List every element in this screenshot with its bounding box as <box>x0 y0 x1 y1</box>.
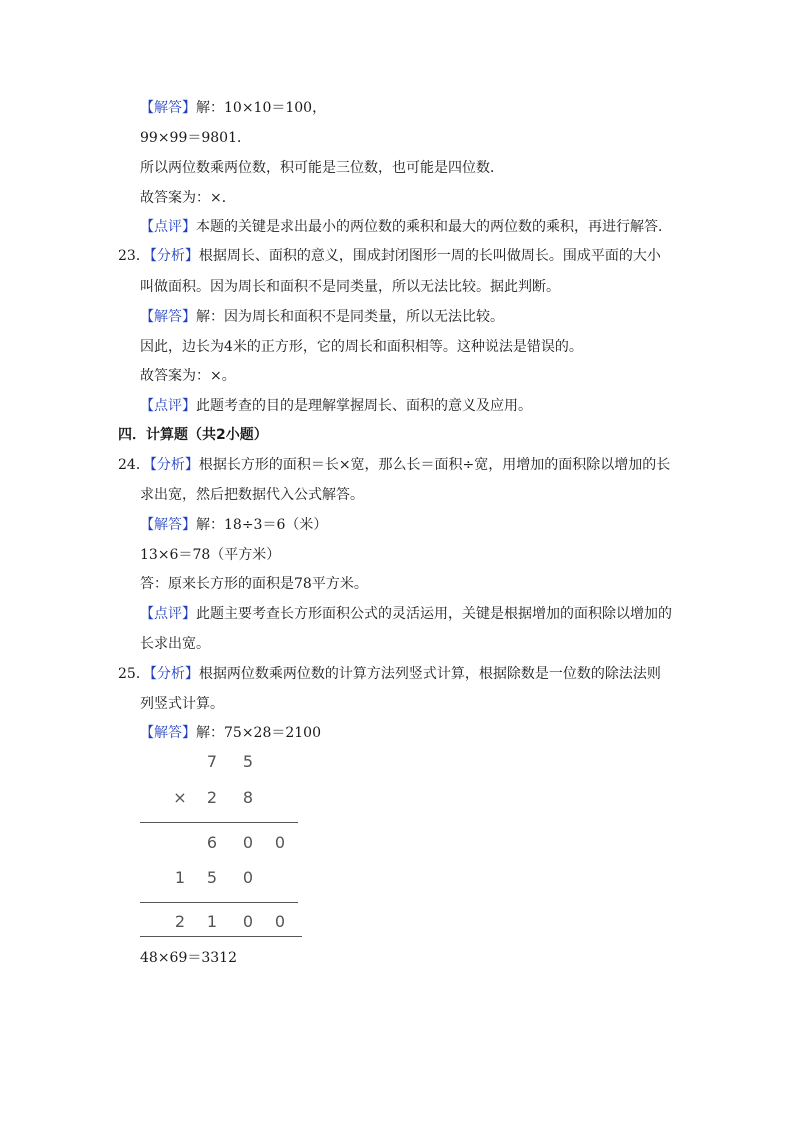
comment-text: 本题的关键是求出最小的两位数的乘积和最大的两位数的乘积，再进行解答． <box>196 219 672 235</box>
analysis-tag: 【分析】 <box>149 248 199 264</box>
analysis-text: 根据两位数乘两位数的计算方法列竖式计算，根据除数是一位数的除法法则 <box>198 666 661 682</box>
analysis-tag: 【分析】 <box>149 666 199 682</box>
answer-text: 解：因为周长和面积不是同类量，所以无法比较。 <box>196 309 504 325</box>
text-line: 求出宽，然后把数据代入公式解答。 <box>140 487 364 503</box>
answer-line <box>140 515 327 535</box>
question-number: 23． <box>118 248 150 264</box>
digit: 6 <box>206 833 218 852</box>
digit: 1 <box>206 912 218 931</box>
digit: 1 <box>174 868 186 887</box>
answer-tag: 【解答】 <box>140 725 196 741</box>
digit: 5 <box>206 868 218 887</box>
comment-line <box>140 396 532 416</box>
analysis-line <box>118 455 670 475</box>
text-line: 因此，边长为4米的正方形，它的周长和面积相等。这种说法是错误的。 <box>140 339 583 355</box>
answer-tag: 【解答】 <box>140 517 196 533</box>
comment-text: 此题考查的目的是理解掌握周长、面积的意义及应用。 <box>196 398 532 414</box>
answer-text: 解：75×28＝2100 <box>196 725 321 741</box>
answer-text: 解：10×10＝100， <box>196 100 327 116</box>
comment-line <box>140 217 672 237</box>
times-sign: × <box>173 788 187 807</box>
text-line: 故答案为：×。 <box>140 368 236 384</box>
divider-line <box>140 902 298 903</box>
answer-line <box>140 98 326 118</box>
digit: 7 <box>206 752 218 771</box>
question-number: 24． <box>118 457 150 473</box>
digit: 5 <box>242 752 254 771</box>
digit: 2 <box>206 788 218 807</box>
analysis-tag: 【分析】 <box>149 457 199 473</box>
analysis-text: 根据周长、面积的意义，围成封闭图形一周的长叫做周长。围成平面的大小 <box>198 248 661 264</box>
text-line: 答：原来长方形的面积是78平方米。 <box>140 576 368 592</box>
comment-tag: 【点评】 <box>140 219 196 235</box>
answer-tag: 【解答】 <box>140 309 196 325</box>
answer-text: 解：18÷3＝6（米） <box>196 517 328 533</box>
digit: 0 <box>274 833 286 852</box>
comment-tag: 【点评】 <box>140 606 196 622</box>
text-line: 99×99＝9801． <box>140 130 251 146</box>
answer-tag: 【解答】 <box>140 100 196 116</box>
text-line: 叫做面积。因为周长和面积不是同类量，所以无法比较。据此判断。 <box>140 279 560 295</box>
answer-line <box>140 307 504 327</box>
text-line: 所以两位数乘两位数，积可能是三位数，也可能是四位数． <box>140 160 504 176</box>
text-line: 13×6＝78（平方米） <box>140 547 281 563</box>
digit: 2 <box>174 912 186 931</box>
digit: 0 <box>242 868 254 887</box>
comment-text: 此题主要考查长方形面积公式的灵活运用，关键是根据增加的面积除以增加的 <box>196 606 672 622</box>
comment-tag: 【点评】 <box>140 398 196 414</box>
analysis-line <box>118 246 661 266</box>
text-line: 列竖式计算。 <box>140 696 224 712</box>
divider-line <box>140 936 302 937</box>
digit: 0 <box>242 912 254 931</box>
analysis-line <box>118 664 661 684</box>
text-line: 48×69＝3312 <box>140 950 237 966</box>
section-heading: 四．计算题（共2小题） <box>118 427 268 443</box>
answer-line <box>140 723 321 743</box>
vertical-multiplication <box>140 750 310 940</box>
analysis-text: 根据长方形的面积＝长×宽，那么长＝面积÷宽，用增加的面积除以增加的长 <box>198 457 671 473</box>
digit: 8 <box>242 788 254 807</box>
digit: 0 <box>274 912 286 931</box>
divider-line <box>140 822 298 823</box>
digit: 0 <box>242 833 254 852</box>
text-line: 长求出宽。 <box>140 636 210 652</box>
comment-line <box>140 604 672 624</box>
question-number: 25． <box>118 666 150 682</box>
text-line: 故答案为：×． <box>140 190 236 206</box>
